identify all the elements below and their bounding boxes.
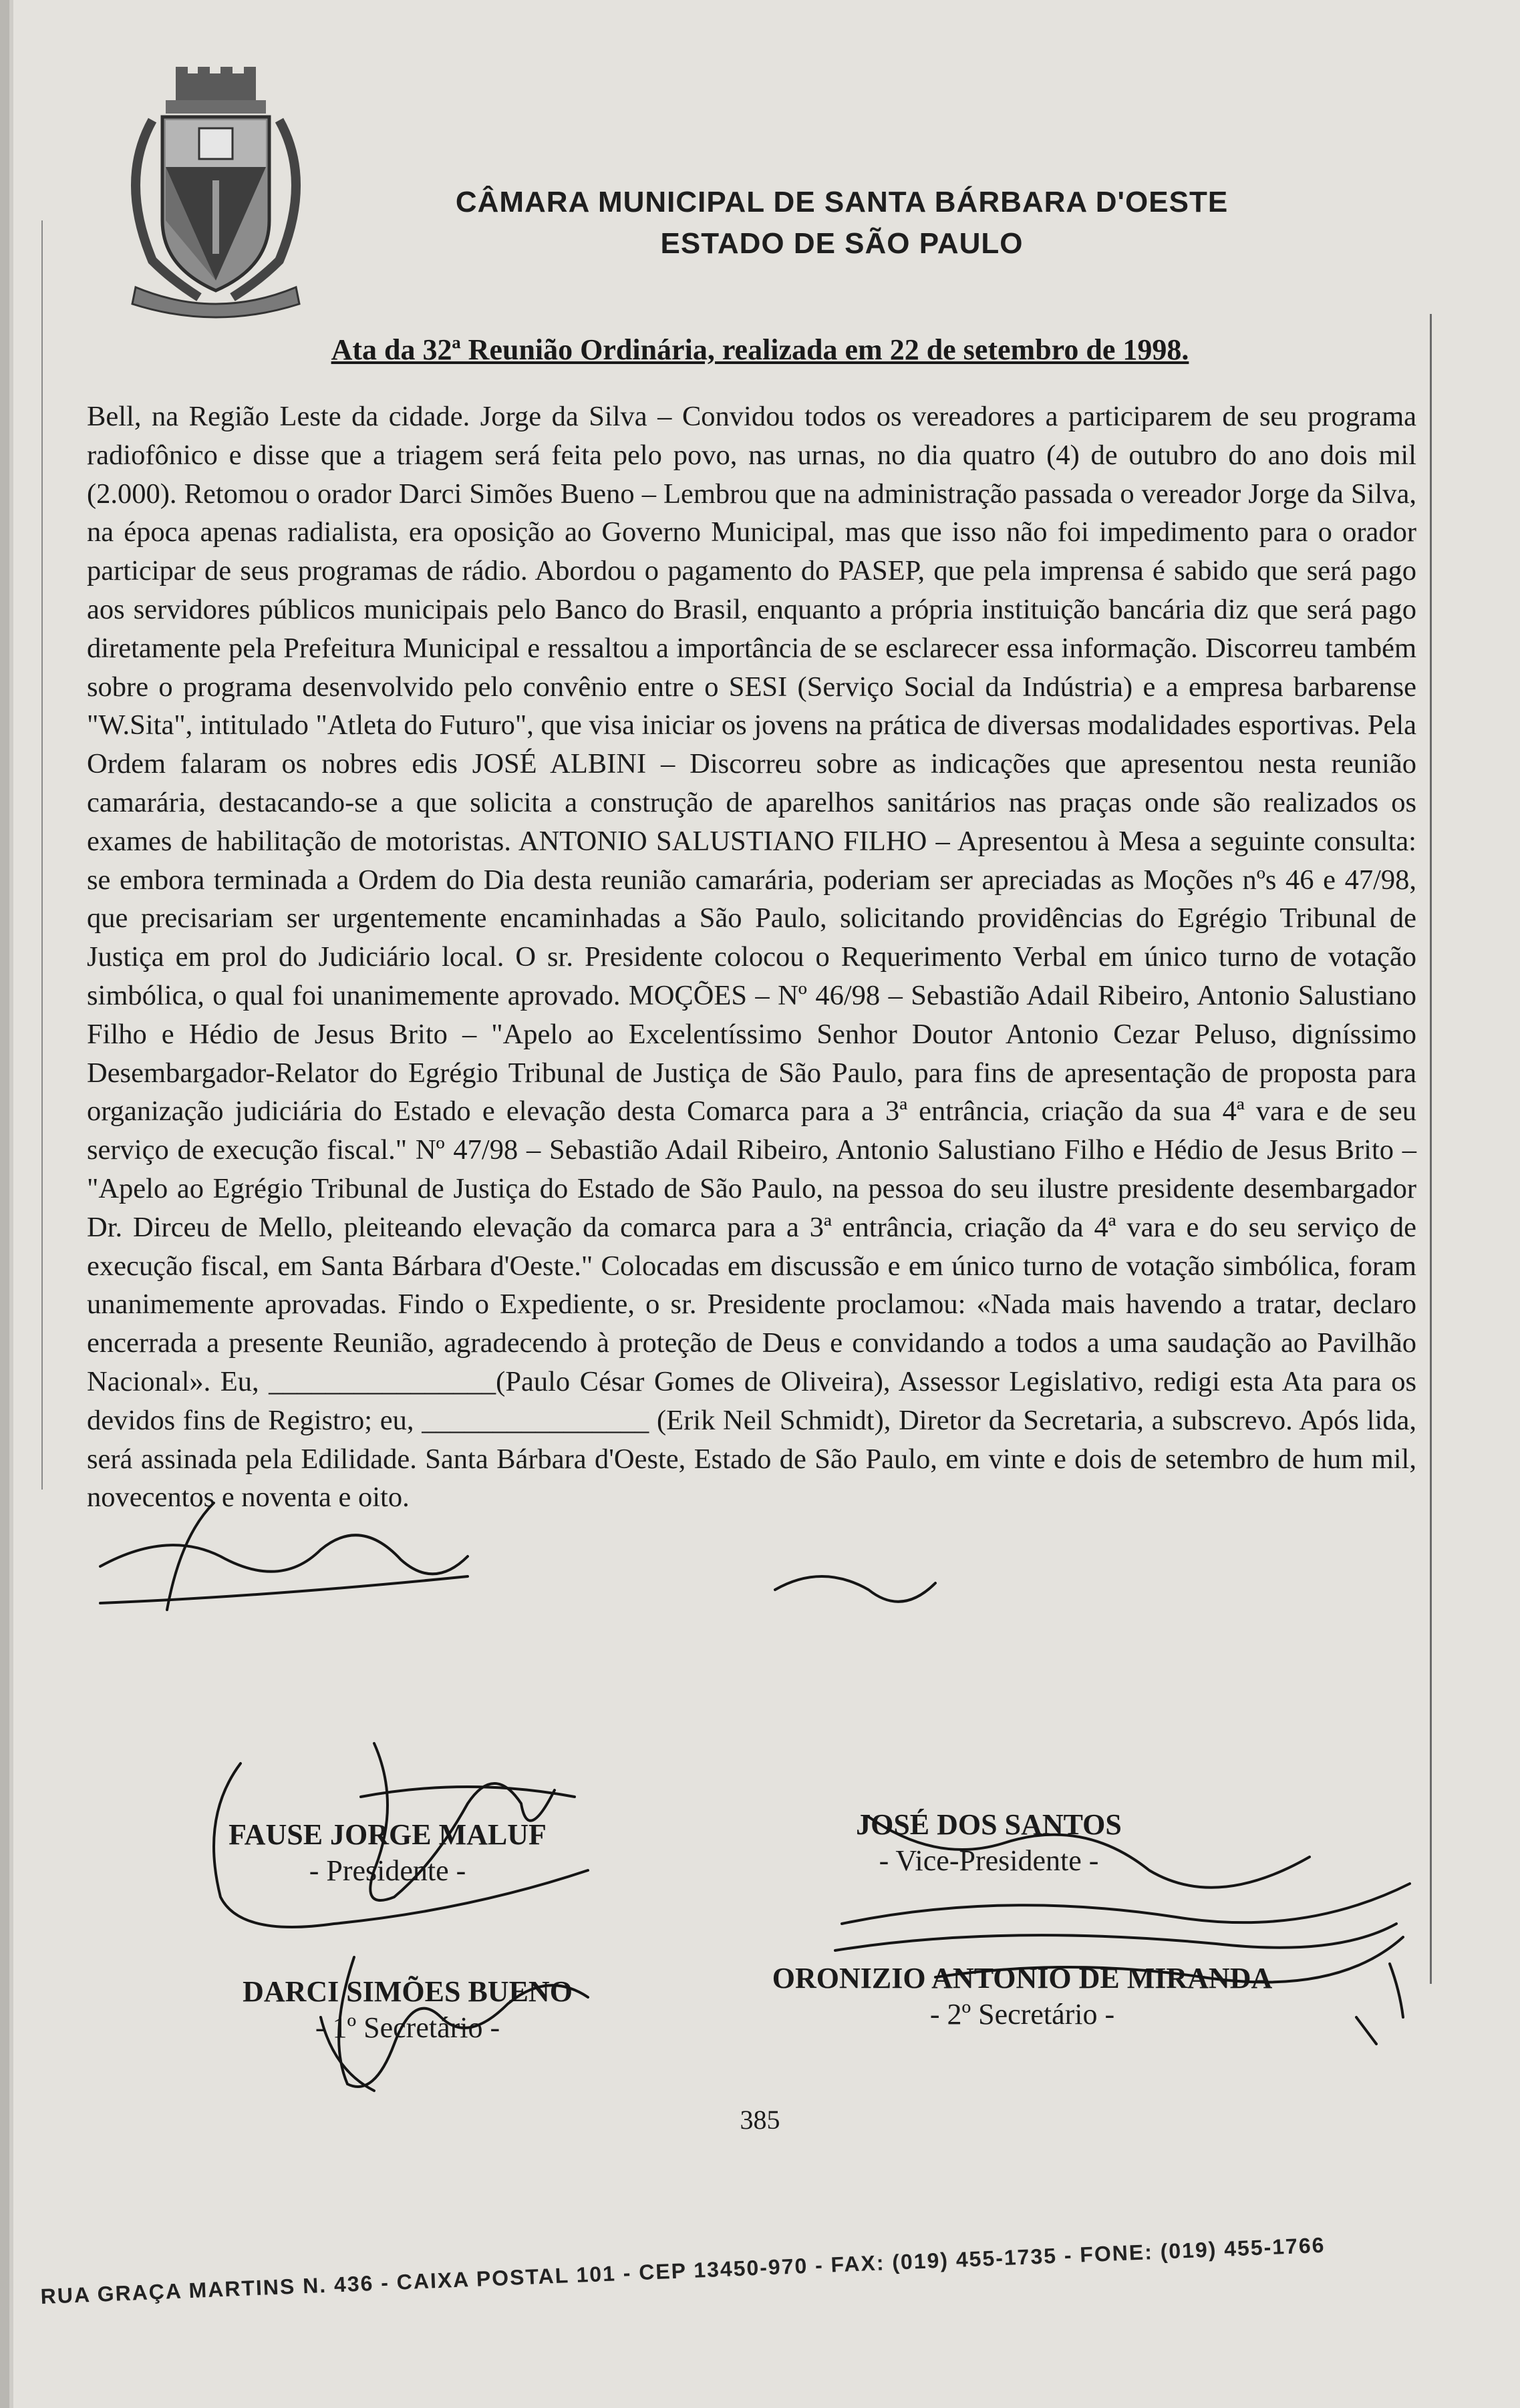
president-name: FAUSE JORGE MALUF [229,1818,547,1851]
first-secretary-role: - 1º Secretário - [315,2011,500,2044]
document-title: Ata da 32ª Reunião Ordinária, realizada em 22 de setembro de 1998. [331,333,1189,366]
margin-line-right [1430,314,1432,1984]
president-role: - Presidente - [309,1854,466,1887]
state-name: ESTADO DE SÃO PAULO [660,227,1024,260]
first-secretary-name: DARCI SIMÕES BUENO [243,1975,573,2008]
vice-president-role: - Vice-Presidente - [879,1844,1099,1877]
institution-name: CÂMARA MUNICIPAL DE SANTA BÁRBARA D'OESTE [455,186,1229,218]
document-body: Bell, na Região Leste da cidade. Jorge da Silva – Convidou todos os vereadores a participarem de seu programa radiofônico e disse que a triagem será feita pelo povo, nas urnas, no dia quatro (4) de outubro do ano dois mil (2.000). Retomou o orador Darci Simões Bueno – Lembrou que na administração passada o vereador Jorge da Silva, na época apenas radialista, era oposição ao Governo Municipal, mas que isso não foi impedimento para o orador participar de seus programas de rádio. Abordou o pagamento do PASEP, que pela imprensa é sabido que será pago aos servidores públicos municipais pelo Banco do Brasil, enquanto a própria instituição bancária diz que será pago diretamente pela Prefeitura Municipal e ressaltou a importância de se esclarecer essa informação. Discorreu também sobre o programa desenvolvido pelo convênio entre o SESI (Serviço Social da Indústria) e a empresa barbarense "W.Sita", intitulado "Atleta do Futuro", que visa iniciar os jovens na prática de diversas modalidades esportivas. Pela Ordem falaram os nobres edis JOSÉ ALBINI – Discorreu sobre as indicações que apresentou nesta reunião camarária, destacando-se a que solicita a construção de aparelhos sanitários nas praças onde são realizados os exames de habilitação de motoristas. ANTONIO SALUSTIANO FILHO – Apresentou à Mesa a seguinte consulta: se embora terminada a Ordem do Dia desta reunião camarária, poderiam ser apreciadas as Moções nºs 46 e 47/98, que precisariam ser urgentemente encaminhadas a São Paulo, solicitando providências do Egrégio Tribunal de Justiça em prol do Judiciário local. O sr. Presidente colocou o Requerimento Verbal em único turno de votação simbólica, o qual foi unanimemente aprovado. MOÇÕES – Nº 46/98 – Sebastião Adail Ribeiro, Antonio Salustiano Filho e Hédio de Jesus Brito – "Apelo ao Excelentíssimo Senhor Doutor Antonio Cezar Peluso, digníssimo Desembargador-Relator do Egrégio Tribunal de Justiça de São Paulo, para fins de apresentação de proposta para organização judiciária do Estado e elevação desta Comarca para a 3ª entrância, criação da sua 4ª vara e de seu serviço de execução fiscal." Nº 47/98 – Sebastião Adail Ribeiro, Antonio Salustiano Filho e Hédio de Jesus Brito – "Apelo ao Egrégio Tribunal de Justiça do Estado de São Paulo, na pessoa do seu ilustre presidente desembargador Dr. Dirceu de Mello, pleiteando elevação da comarca para a 3ª entrância, criação da 4ª vara e do seu serviço de execução fiscal, em Santa Bárbara d'Oeste." Colocadas em discussão e em único turno de votação simbólica, foram unanimemente aprovadas. Findo o Expediente, o sr. Presidente proclamou: «Nada mais havendo a tratar, declaro encerrada a presente Reunião, agradecendo à proteção de Deus e convidando a todos a uma saudação ao Pavilhão Nacional». Eu, ________________(Paulo César Gomes de Oliveira), Assessor Legislativo, redigi esta Ata para os devidos fins de Registro; eu, ________________ (Erik Neil Schmidt), Diretor da Secretaria, a subscrevo. Após lida, será assinada pela Edilidade. Santa Bárbara d'Oeste, Estado de São Paulo, em vinte e dois de setembro de hum mil, novecentos e noventa e oito. [87,401,1416,1514]
page-number: 385 [740,2105,780,2135]
footer-address: RUA GRAÇA MARTINS N. 436 - CAIXA POSTAL 101 - CEP 13450-970 - FAX: (019) 455-1735 - FONE: (019) 455-1766 [40,2232,1326,2308]
signature-vice-president [788,1807,1189,1879]
coat-of-arms-icon [112,67,319,321]
signature-second-secretary [722,1960,1323,2033]
vice-president-name: JOSÉ DOS SANTOS [856,1808,1122,1841]
second-secretary-role: - 2º Secretário - [929,1998,1115,2031]
second-secretary-name: ORONIZIO ANTONIO DE MIRANDA [772,1962,1273,1995]
margin-line-left [41,220,43,1490]
signature-president [200,1817,575,1889]
signature-first-secretary [200,1974,615,2046]
